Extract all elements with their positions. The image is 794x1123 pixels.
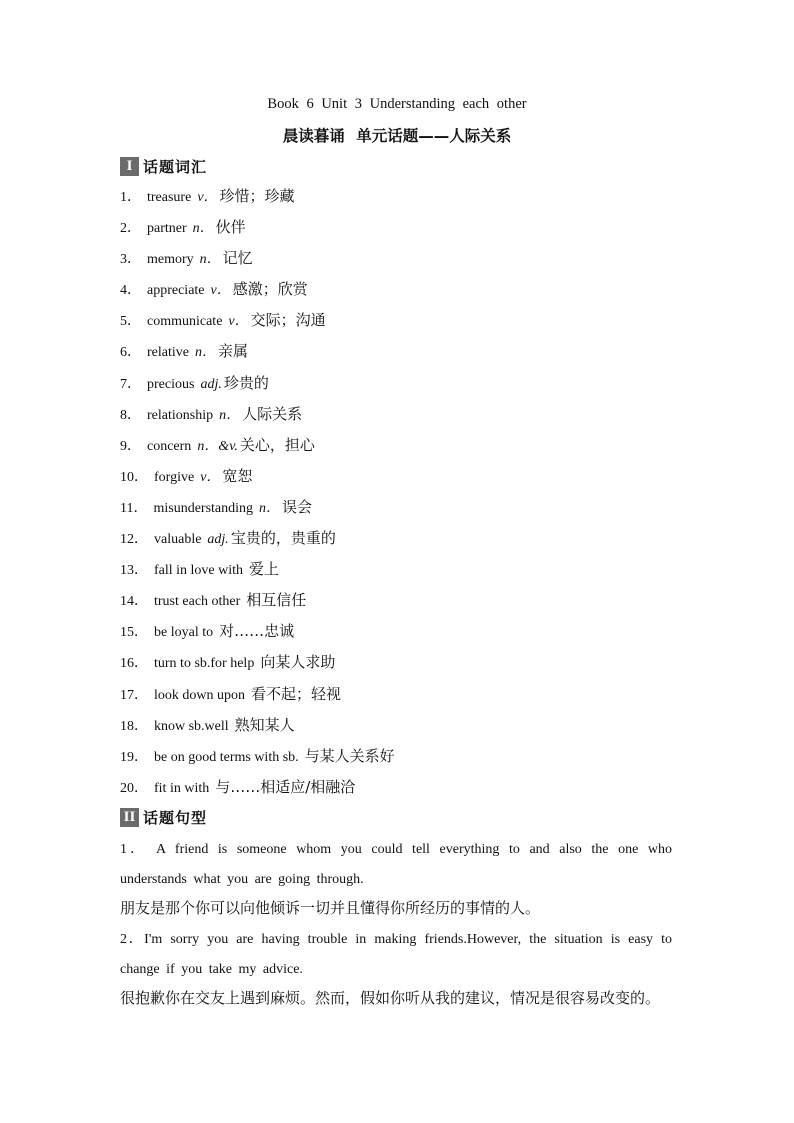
vocabulary-item (120, 370, 680, 401)
vocabulary-number: 6． (120, 345, 141, 361)
vocabulary-english: misunderstanding (153, 500, 254, 516)
vocabulary-part-of-speech: n．&v. (197, 438, 238, 454)
vocabulary-chinese: 向某人求助 (260, 653, 336, 672)
vocabulary-english: be on good terms with sb. (154, 749, 299, 765)
vocabulary-chinese: 宽恕 (222, 466, 253, 485)
sentence-english: 1． A friend is someone whom you could tell everything to and also the one who understands what you are going through. (120, 842, 672, 887)
section-numeral-badge: I (120, 157, 139, 176)
vocabulary-item (120, 401, 680, 432)
sentence-english: 2．I'm sorry you are having trouble in making friends.However, the situation is easy to change if you take my advice. (120, 932, 672, 977)
vocabulary-number: 18． (120, 718, 148, 734)
vocabulary-number: 12． (120, 532, 148, 548)
sentence-chinese: 很抱歉你在交友上遇到麻烦。然而，假如你听从我的建议，情况是很容易改变的。 (120, 989, 661, 1007)
vocabulary-chinese: 珍贵的 (223, 373, 269, 392)
sentence-chinese: 朋友是那个你可以向他倾诉一切并且懂得你所经历的事情的人。 (120, 899, 541, 917)
vocabulary-number: 13． (120, 563, 148, 579)
vocabulary-chinese: 亲属 (217, 342, 248, 361)
vocabulary-english: appreciate (147, 283, 205, 299)
vocabulary-number: 20． (120, 780, 148, 796)
sentence-item (120, 835, 672, 921)
vocabulary-english: relationship (147, 407, 214, 423)
vocabulary-chinese: 与……相适应/相融洽 (215, 777, 356, 796)
section-numeral-badge: II (120, 808, 139, 827)
vocabulary-chinese: 珍惜；珍藏 (219, 187, 295, 205)
vocabulary-item (120, 525, 680, 556)
vocabulary-part-of-speech: n． (259, 500, 281, 516)
vocabulary-chinese: 宝贵的，贵重的 (230, 529, 336, 548)
vocabulary-chinese: 对……忠诚 (219, 622, 295, 641)
vocabulary-english: communicate (147, 314, 223, 330)
vocabulary-chinese: 与某人关系好 (304, 746, 395, 765)
section-heading-sentences (120, 806, 207, 828)
vocabulary-item (120, 556, 680, 587)
vocabulary-chinese: 相互信任 (246, 591, 307, 610)
vocabulary-number: 14． (120, 594, 148, 610)
vocabulary-part-of-speech: adj. (207, 532, 229, 548)
vocabulary-number: 15． (120, 625, 148, 641)
vocabulary-number: 4． (120, 283, 141, 299)
section-title: 话题句型 (143, 808, 208, 827)
vocabulary-item (120, 338, 680, 369)
vocabulary-item (120, 307, 680, 338)
vocabulary-part-of-speech: n． (194, 345, 216, 361)
vocabulary-item (120, 463, 680, 494)
vocabulary-item (120, 712, 680, 743)
vocabulary-chinese: 感激；欣赏 (232, 280, 308, 299)
vocabulary-item (120, 587, 680, 618)
vocabulary-chinese: 误会 (282, 497, 313, 516)
vocabulary-item (120, 276, 680, 307)
vocabulary-chinese: 交际；沟通 (250, 311, 326, 330)
vocabulary-item (120, 214, 680, 245)
vocabulary-english: fall in love with (154, 563, 244, 579)
vocabulary-number: 17． (120, 687, 148, 703)
sentence-item (120, 925, 672, 1011)
vocabulary-english: treasure (147, 190, 192, 205)
vocabulary-number: 10． (120, 469, 148, 485)
vocabulary-number: 7． (120, 376, 141, 392)
document-subtitle: 晨读暮诵 单元话题——人际关系 (282, 127, 512, 145)
vocabulary-chinese: 关心，担心 (239, 435, 315, 454)
vocabulary-number: 19． (120, 749, 148, 765)
vocabulary-english: valuable (154, 532, 202, 548)
vocabulary-number: 11． (120, 500, 148, 516)
vocabulary-english: turn to sb.for help (154, 656, 255, 672)
vocabulary-english: precious (147, 376, 195, 392)
vocabulary-item (120, 743, 680, 774)
vocabulary-item (120, 245, 680, 276)
vocabulary-number: 2． (120, 221, 141, 237)
vocabulary-part-of-speech: n． (199, 252, 221, 268)
vocabulary-item (120, 618, 680, 649)
document-title: Book 6 Unit 3 Understanding each other (267, 96, 527, 112)
vocabulary-english: know sb.well (154, 718, 229, 734)
vocabulary-english: trust each other (154, 594, 241, 610)
vocabulary-item (120, 681, 680, 712)
vocabulary-english: look down upon (154, 687, 245, 703)
vocabulary-number: 16． (120, 656, 148, 672)
vocabulary-english: fit in with (154, 780, 210, 796)
vocabulary-part-of-speech: v． (200, 469, 221, 485)
vocabulary-number: 5． (120, 314, 141, 330)
vocabulary-english: forgive (154, 469, 195, 485)
section-heading-vocabulary (120, 155, 207, 177)
vocabulary-part-of-speech: n． (219, 407, 241, 423)
section-title: 话题词汇 (143, 157, 208, 176)
vocabulary-item (120, 494, 680, 525)
vocabulary-item (120, 432, 680, 463)
vocabulary-item (120, 183, 680, 214)
vocabulary-number: 1． (120, 190, 141, 205)
vocabulary-chinese: 人际关系 (242, 404, 303, 423)
vocabulary-chinese: 爱上 (249, 560, 280, 579)
vocabulary-part-of-speech: adj. (200, 376, 222, 392)
vocabulary-part-of-speech: v． (197, 190, 218, 205)
vocabulary-english: memory (147, 252, 194, 268)
vocabulary-english: relative (147, 345, 189, 361)
vocabulary-item (120, 649, 680, 680)
vocabulary-chinese: 熟知某人 (234, 715, 295, 734)
vocabulary-english: concern (147, 438, 192, 454)
vocabulary-chinese: 伙伴 (215, 218, 246, 237)
vocabulary-english: partner (147, 221, 187, 237)
vocabulary-item (120, 774, 680, 805)
vocabulary-english: be loyal to (154, 625, 214, 641)
vocabulary-chinese: 记忆 (222, 249, 253, 268)
vocabulary-list (120, 183, 680, 805)
vocabulary-number: 9． (120, 438, 141, 454)
vocabulary-part-of-speech: v． (210, 283, 231, 299)
vocabulary-number: 8． (120, 407, 141, 423)
vocabulary-chinese: 看不起；轻视 (251, 684, 342, 703)
vocabulary-number: 3． (120, 252, 141, 268)
vocabulary-part-of-speech: v． (228, 314, 249, 330)
vocabulary-part-of-speech: n． (192, 221, 214, 237)
